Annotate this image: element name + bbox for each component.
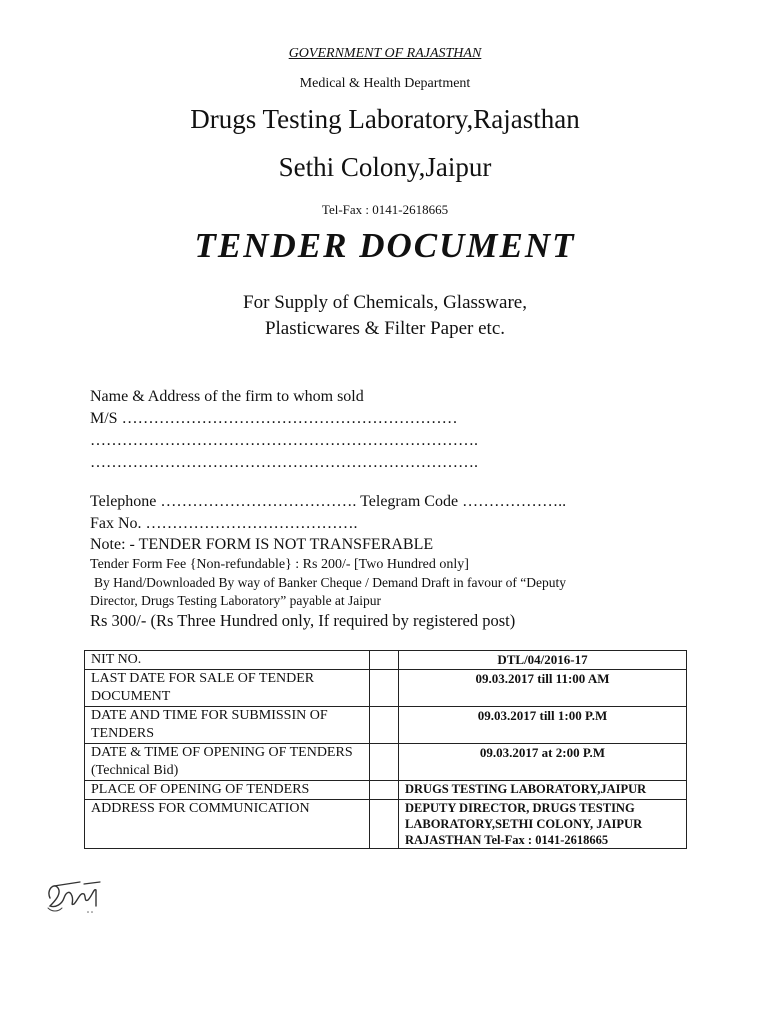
- table-row: [85, 744, 687, 781]
- firm-address-line-2: ……………………………………………………………….: [90, 432, 478, 449]
- document-title: TENDER DOCUMENT: [194, 226, 576, 265]
- laboratory-address: Sethi Colony,Jaipur: [278, 152, 492, 182]
- table-row: [85, 707, 687, 744]
- row-value: DEPUTY DIRECTOR, DRUGS TESTING LABORATORY,SETHI COLONY, JAIPUR RAJASTHAN Tel-Fax : 0141-2618665: [399, 800, 687, 849]
- note-not-transferable: Note: - TENDER FORM IS NOT TRANSFERABLE: [90, 536, 434, 553]
- supply-line-1: For Supply of Chemicals, Glassware,: [243, 292, 527, 313]
- post-fee: Rs 300/- (Rs Three Hundred only, If required by registered post): [90, 611, 516, 630]
- row-value: DTL/04/2016-17: [399, 651, 687, 670]
- government-heading: GOVERNMENT OF RAJASTHAN: [288, 46, 482, 61]
- signature-svg: [40, 868, 110, 918]
- empty-cell: [370, 651, 399, 670]
- supply-description: [0, 290, 770, 342]
- laboratory-name: Drugs Testing Laboratory,Rajasthan: [190, 104, 580, 134]
- empty-cell: [370, 781, 399, 800]
- row-label: ADDRESS FOR COMMUNICATION: [85, 800, 370, 849]
- payment-line-2: Director, Drugs Testing Laboratory” payable at Jaipur: [90, 593, 382, 608]
- handwritten-signature-icon: [40, 868, 110, 923]
- row-label: NIT NO.: [85, 651, 370, 670]
- telephone-line: Telephone ………………………………. Telegram Code ………………..: [90, 493, 567, 510]
- row-value: 09.03.2017 till 11:00 AM: [399, 670, 687, 707]
- firm-label: Name & Address of the firm to whom sold: [90, 388, 364, 405]
- tender-details-table: [84, 650, 687, 849]
- empty-cell: [370, 800, 399, 849]
- empty-cell: [370, 707, 399, 744]
- tel-fax: Tel-Fax : 0141-2618665: [321, 202, 449, 217]
- row-label: PLACE OF OPENING OF TENDERS: [85, 781, 370, 800]
- empty-cell: [370, 744, 399, 781]
- firm-ms-line: M/S ………………………………………………………: [90, 410, 458, 427]
- row-label: LAST DATE FOR SALE OF TENDER DOCUMENT: [85, 670, 370, 707]
- row-value: 09.03.2017 till 1:00 P.M: [399, 707, 687, 744]
- table-row: [85, 781, 687, 800]
- table-row: [85, 800, 687, 849]
- table-row: [85, 651, 687, 670]
- tender-fee: Tender Form Fee {Non-refundable} : Rs 200/- [Two Hundred only]: [90, 557, 469, 572]
- department-name: Medical & Health Department: [299, 76, 471, 91]
- firm-address-line-3: ……………………………………………………………….: [90, 454, 478, 471]
- row-value: 09.03.2017 at 2:00 P.M: [399, 744, 687, 781]
- row-label: DATE AND TIME FOR SUBMISSIN OF TENDERS: [85, 707, 370, 744]
- table-row: [85, 670, 687, 707]
- payment-line-1: By Hand/Downloaded By way of Banker Cheque / Demand Draft in favour of “Deputy: [94, 575, 566, 590]
- row-value: DRUGS TESTING LABORATORY,JAIPUR: [399, 781, 687, 800]
- supply-line-2: Plasticwares & Filter Paper etc.: [264, 318, 506, 339]
- row-label: DATE & TIME OF OPENING OF TENDERS (Technical Bid): [85, 744, 370, 781]
- fax-line: Fax No. ………………………………….: [90, 515, 358, 532]
- empty-cell: [370, 670, 399, 707]
